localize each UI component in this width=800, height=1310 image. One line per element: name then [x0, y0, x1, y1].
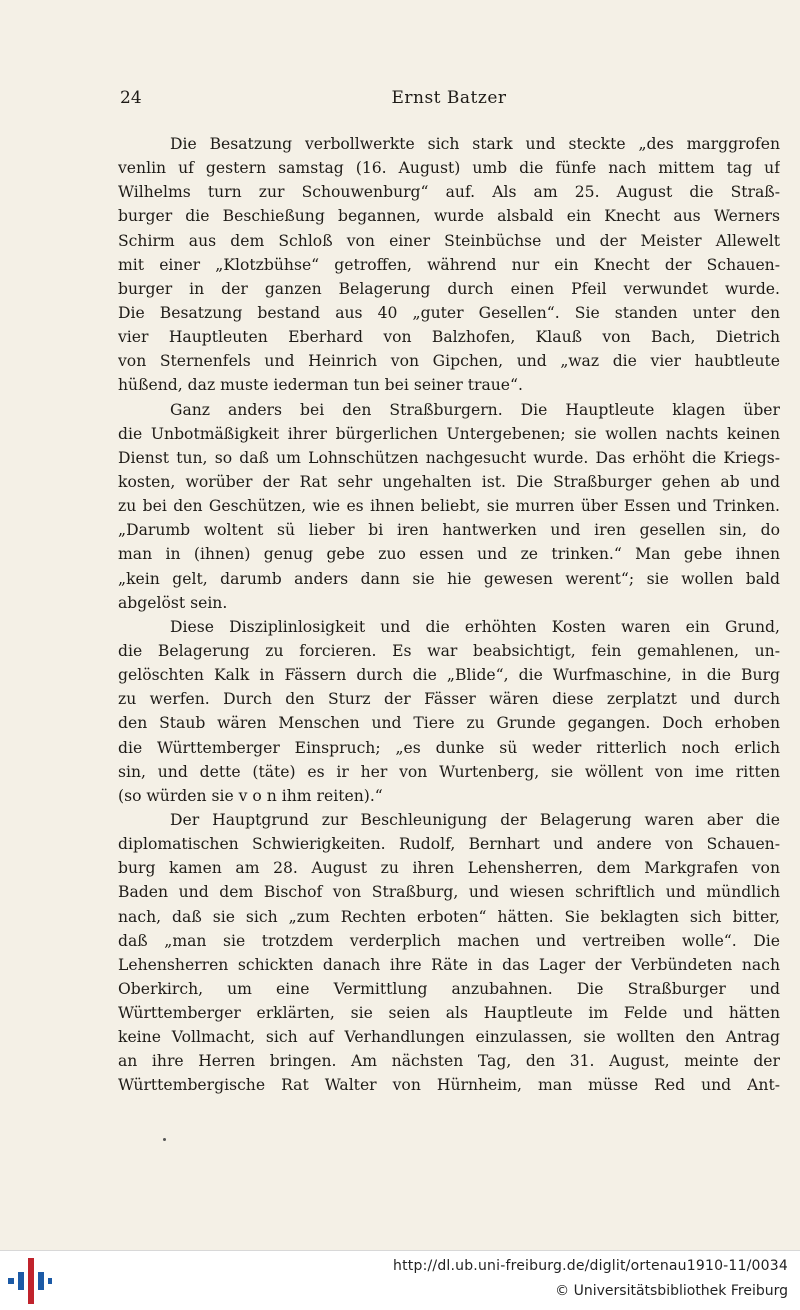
text-line: den Staub wären Menschen und Tiere zu Grunde gegangen. Doch erhoben	[118, 714, 780, 733]
page-header	[120, 88, 778, 112]
text-line: mit einer „Klotzbühse“ getroffen, während nur ein Knecht der Schauen-	[118, 255, 780, 274]
text-line: an ihre Herren bringen. Am nächsten Tag, den 31. August, meinte der	[118, 1052, 780, 1071]
text-line: die Belagerung zu forcieren. Es war beabsichtigt, fein gemahlenen, un-	[118, 641, 780, 660]
text-line: diplomatischen Schwierigkeiten. Rudolf, Bernhart und andere von Schauen-	[118, 835, 780, 854]
ub-freiburg-logo-icon[interactable]	[8, 1258, 52, 1304]
text-line: burger die Beschießung begannen, wurde alsbald ein Knecht aus Werners	[118, 207, 780, 226]
document-url[interactable]: http://dl.ub.uni-freiburg.de/diglit/ortenau1910-11/0034	[393, 1258, 788, 1274]
text-line: die Württemberger Einspruch; „es dunke sü weder ritterlich noch erlich	[118, 738, 780, 757]
text-line: daß „man sie trotzdem verderplich machen und vertreiben wolle“. Die	[118, 931, 780, 950]
text-line: Schirm aus dem Schloß von einer Steinbüchse und der Meister Allewelt	[118, 231, 780, 250]
text-line: hüßend, daz muste iederman tun bei seiner traue“.	[118, 376, 523, 395]
text-line: „kein gelt, darumb anders dann sie hie gewesen werent“; sie wollen bald	[118, 569, 780, 588]
text-line: Die Besatzung verbollwerkte sich stark und steckte „des marggrofen	[170, 135, 780, 153]
text-line: vier Hauptleuten Eberhard von Balzhofen, Klauß von Bach, Dietrich	[118, 328, 780, 347]
text-line: Wilhelms turn zur Schouwenburg“ auf. Als am 25. August die Straß-	[118, 183, 780, 202]
text-line: kosten, worüber der Rat sehr ungehalten ist. Die Straßburger gehen ab und	[118, 472, 780, 491]
text-line: sin, und dette (täte) es ir her von Wurtenberg, sie wöllent von ime ritten	[118, 762, 780, 781]
copyright-notice: © Universitätsbibliothek Freiburg	[555, 1283, 788, 1299]
text-line: die Unbotmäßigkeit ihrer bürgerlichen Untergebenen; sie wollen nachts keinen	[118, 424, 780, 443]
text-line: venlin uf gestern samstag (16. August) umb die fünfe nach mittem tag uf	[118, 159, 780, 178]
text-line: zu bei den Geschützen, wie es ihnen beliebt, sie murren über Essen und Trinken.	[118, 497, 780, 516]
text-line: Diese Disziplinlosigkeit und die erhöhten Kosten waren ein Grund,	[170, 617, 780, 636]
text-line: Württemberger erklärten, sie seien als Hauptleute im Felde und hätten	[118, 1004, 780, 1023]
text-line: keine Vollmacht, sich auf Verhandlungen einzulassen, sie wollten den Antrag	[118, 1028, 780, 1047]
text-line: burger in der ganzen Belagerung durch einen Pfeil verwundet wurde.	[118, 279, 780, 298]
text-line: gelöschten Kalk in Fässern durch die „Blide“, die Wurfmaschine, in die Burg	[118, 666, 780, 685]
text-line: „Darumb woltent sü lieber bi iren hantwerken und iren gesellen sin, do	[118, 521, 780, 540]
text-line: abgelöst sein.	[118, 593, 228, 612]
text-line: man in (ihnen) genug gebe zuo essen und ze trinken.“ Man gebe ihnen	[118, 545, 780, 564]
text-line: Ganz anders bei den Straßburgern. Die Hauptleute klagen über	[170, 400, 780, 419]
page-number: 24	[120, 88, 142, 108]
text-line: von Sternenfels und Heinrich von Gipchen, und „waz die vier haubtleute	[118, 352, 780, 371]
viewer-footer	[0, 1250, 800, 1310]
text-line: zu werfen. Durch den Sturz der Fässer wären diese zerplatzt und durch	[118, 690, 780, 709]
text-line: burg kamen am 28. August zu ihren Lehensherren, dem Markgrafen von	[118, 859, 780, 878]
body-text	[118, 132, 780, 1098]
scan-speck	[163, 1138, 166, 1141]
text-line: Der Hauptgrund zur Beschleunigung der Belagerung waren aber die	[170, 810, 780, 829]
text-line: nach, daß sie sich „zum Rechten erboten“ hätten. Sie beklagten sich bitter,	[118, 907, 780, 926]
text-line: Württembergische Rat Walter von Hürnheim, man müsse Red und Ant-	[118, 1076, 780, 1095]
text-line: Baden und dem Bischof von Straßburg, und wiesen schriftlich und mündlich	[118, 883, 780, 902]
text-line: Dienst tun, so daß um Lohnschützen nachgesucht wurde. Das erhöht die Kriegs-	[118, 448, 780, 467]
text-line: Lehensherren schickten danach ihre Räte in das Lager der Verbündeten nach	[118, 955, 780, 974]
text-line: Oberkirch, um eine Vermittlung anzubahnen. Die Straßburger und	[118, 979, 780, 998]
running-title: Ernst Batzer	[391, 88, 507, 108]
text-line: (so würden sie v o n ihm reiten).“	[118, 786, 383, 805]
text-line: Die Besatzung bestand aus 40 „guter Gesellen“. Sie standen unter den	[118, 303, 780, 322]
